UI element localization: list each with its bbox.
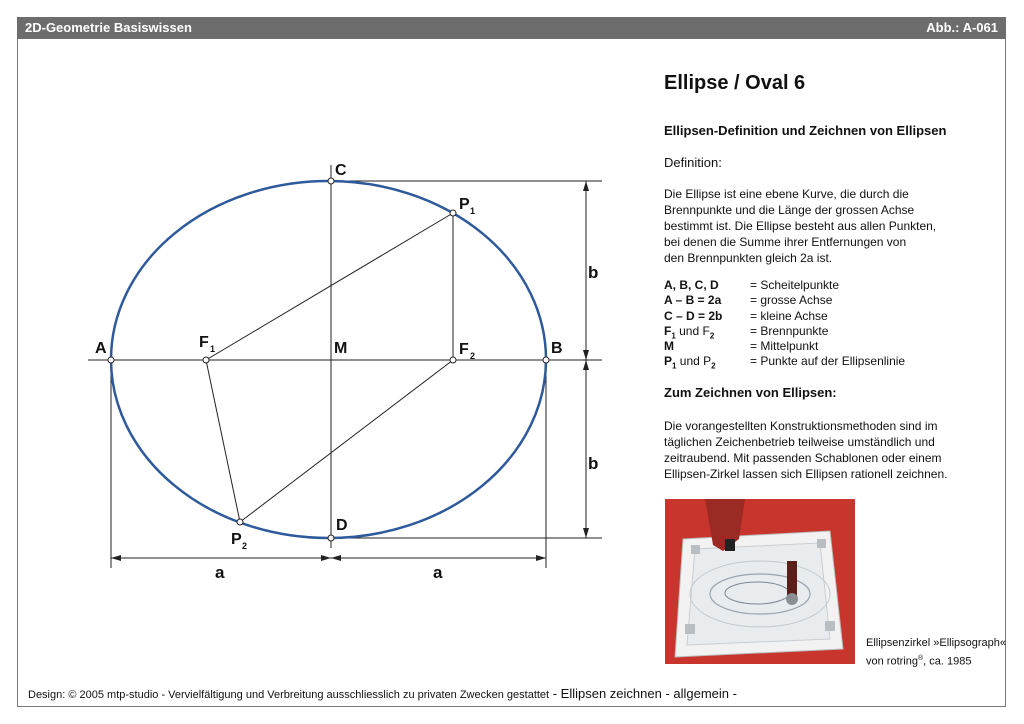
ellipsograph-photo	[665, 499, 855, 664]
line-p2-f2	[240, 360, 453, 522]
point-f1	[203, 357, 209, 363]
page-title: Ellipse / Oval 6	[664, 72, 806, 94]
point-p1	[450, 210, 456, 216]
definition-label: Definition:	[664, 155, 722, 170]
footer-copyright: Design: © 2005 mtp-studio - Vervielfältigung und Verbreitung ausschliesslich zu privaten Zwecken gestattet - Ellipsen zeichnen - allgemein -	[28, 686, 737, 701]
arrow-b-bottom	[583, 528, 589, 538]
drawing-paragraph: Die vorangestellten Konstruktionsmethoden sind im täglichen Zeichenbetrieb teilweise umständlich und zeitraubend. Mit passenden Schablonen oder einem Ellipsen-Zirkel lassen sich Ellipsen rationell zeichnen.	[664, 419, 948, 481]
arrow-a-mid-right	[331, 555, 341, 561]
arrow-b-mid-up	[583, 350, 589, 360]
point-d	[328, 535, 334, 541]
figure-number: Abb.: A-061	[926, 20, 998, 35]
label-a-right: a	[433, 563, 443, 582]
label-c: C	[335, 162, 347, 179]
point-c	[328, 178, 334, 184]
header-title: 2D-Geometrie Basiswissen	[25, 20, 192, 35]
point-a	[108, 357, 114, 363]
label-f1: F	[199, 334, 209, 351]
label-f1-sub: 1	[210, 344, 216, 354]
label-f2-sub: 2	[470, 351, 476, 361]
label-b: B	[551, 340, 563, 357]
label-b-upper: b	[588, 263, 599, 282]
label-f2: F	[459, 341, 469, 358]
line-f1-p2	[206, 360, 240, 522]
label-b-lower: b	[588, 454, 599, 473]
point-b	[543, 357, 549, 363]
label-p2: P	[231, 531, 242, 548]
label-a: A	[95, 340, 107, 357]
arrow-b-mid-down	[583, 360, 589, 370]
section-subtitle: Ellipsen-Definition und Zeichnen von Ellipsen	[664, 123, 947, 138]
definition-paragraph: Die Ellipse ist eine ebene Kurve, die durch die Brennpunkte und die Länge der grossen Achse bestimmt ist. Die Ellipse besteht aus allen Punkten, bei denen die Summe ihrer Entfernungen von den Brennpunkten gleich 2a ist.	[664, 187, 937, 265]
photo-caption: Ellipsenzirkel »Ellipsograph« von rotring®, ca. 1985	[866, 637, 1007, 668]
point-p2	[237, 519, 243, 525]
line-f1-p1	[206, 213, 453, 360]
label-p1: P	[459, 196, 470, 213]
label-p1-sub: 1	[470, 206, 476, 216]
label-m: M	[334, 340, 348, 357]
arrow-b-top	[583, 181, 589, 191]
point-f2	[450, 357, 456, 363]
arrow-a-mid-left	[321, 555, 331, 561]
arrow-a-left	[111, 555, 121, 561]
label-d: D	[336, 517, 348, 534]
ellipsograph-illustration	[665, 499, 855, 664]
arrow-a-right	[536, 555, 546, 561]
drawing-heading: Zum Zeichnen von Ellipsen:	[664, 385, 837, 400]
label-a-left: a	[215, 563, 225, 582]
label-p2-sub: 2	[242, 541, 248, 551]
